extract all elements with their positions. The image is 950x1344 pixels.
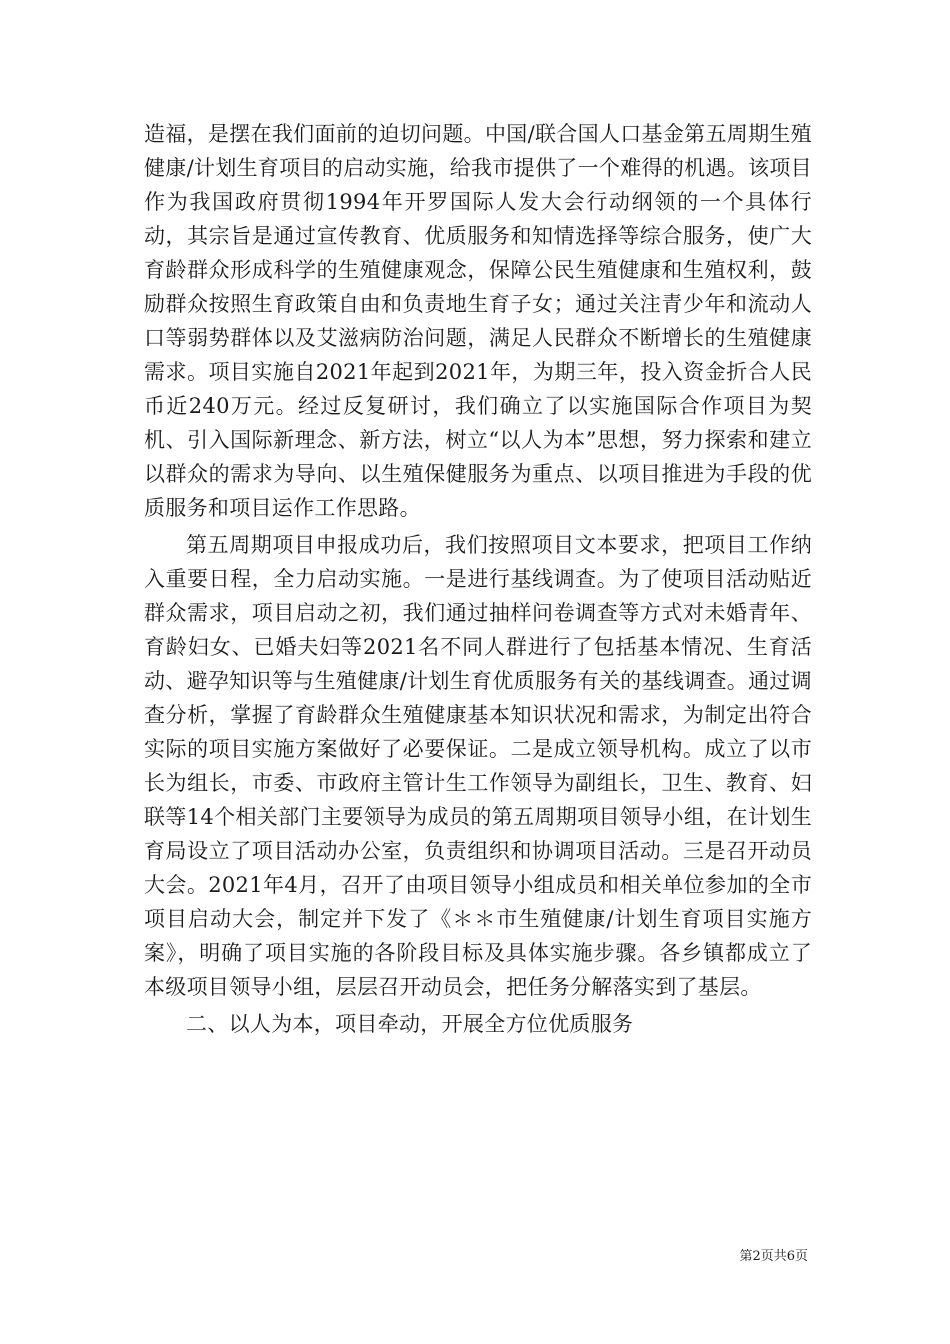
section-heading: 二、以人为本，项目牵动，开展全方位优质服务: [186, 1012, 634, 1036]
page-footer: 第2页共6页: [739, 1249, 808, 1264]
document-body: [144, 117, 812, 1044]
body-paragraph-1: 造福，是摆在我们面前的迫切问题。中国/联合国人口基金第五周期生殖健康/计划生育项目的启动实施，给我市提供了一个难得的机遇。该项目作为我国政府贯彻1994年开罗国际人发大会行动纲领的一个具体行动，其宗旨是通过宣传教育、优质服务和知情选择等综合服务，使广大育龄群众形成科学的生殖健康观念，保障公民生殖健康和生殖权利，鼓励群众按照生育政策自由和负责地生育子女；通过关注青少年和流动人口等弱势群体以及艾滋病防治问题，满足人民群众不断增长的生殖健康需求。项目实施自2021年起到2021年，为期三年，投入资金折合人民币近240万元。经过反复研讨，我们确立了以实施国际合作项目为契机、引入国际新理念、新方法，树立“以人为本”思想，努力探索和建立以群众的需求为导向、以生殖保健服务为重点、以项目推进为手段的优质服务和项目运作工作思路。: [144, 122, 812, 520]
body-paragraph-2: 第五周期项目申报成功后，我们按照项目文本要求，把项目工作纳入重要日程，全力启动实施。一是进行基线调查。为了使项目活动贴近群众需求，项目启动之初，我们通过抽样问卷调查等方式对未婚青年、育龄妇女、已婚夫妇等2021名不同人群进行了包括基本情况、生育活动、避孕知识等与生殖健康/计划生育优质服务有关的基线调查。通过调查分析，掌握了育龄群众生殖健康基本知识状况和需求，为制定出符合实际的项目实施方案做好了必要保证。二是成立领导机构。成立了以市长为组长，市委、市政府主管计生工作领导为副组长，卫生、教育、妇联等14个相关部门主要领导为成员的第五周期项目领导小组，在计划生育局设立了项目活动办公室，负责组织和协调项目活动。三是召开动员大会。2021年4月，召开了由项目领导小组成员和相关单位参加的全市项目启动大会，制定并下发了《＊＊市生殖健康/计划生育项目实施方案》，明确了项目实施的各阶段目标及具体实施步骤。各乡镇都成立了本级项目领导小组，层层召开动员会，把任务分解落实到了基层。: [144, 533, 812, 999]
